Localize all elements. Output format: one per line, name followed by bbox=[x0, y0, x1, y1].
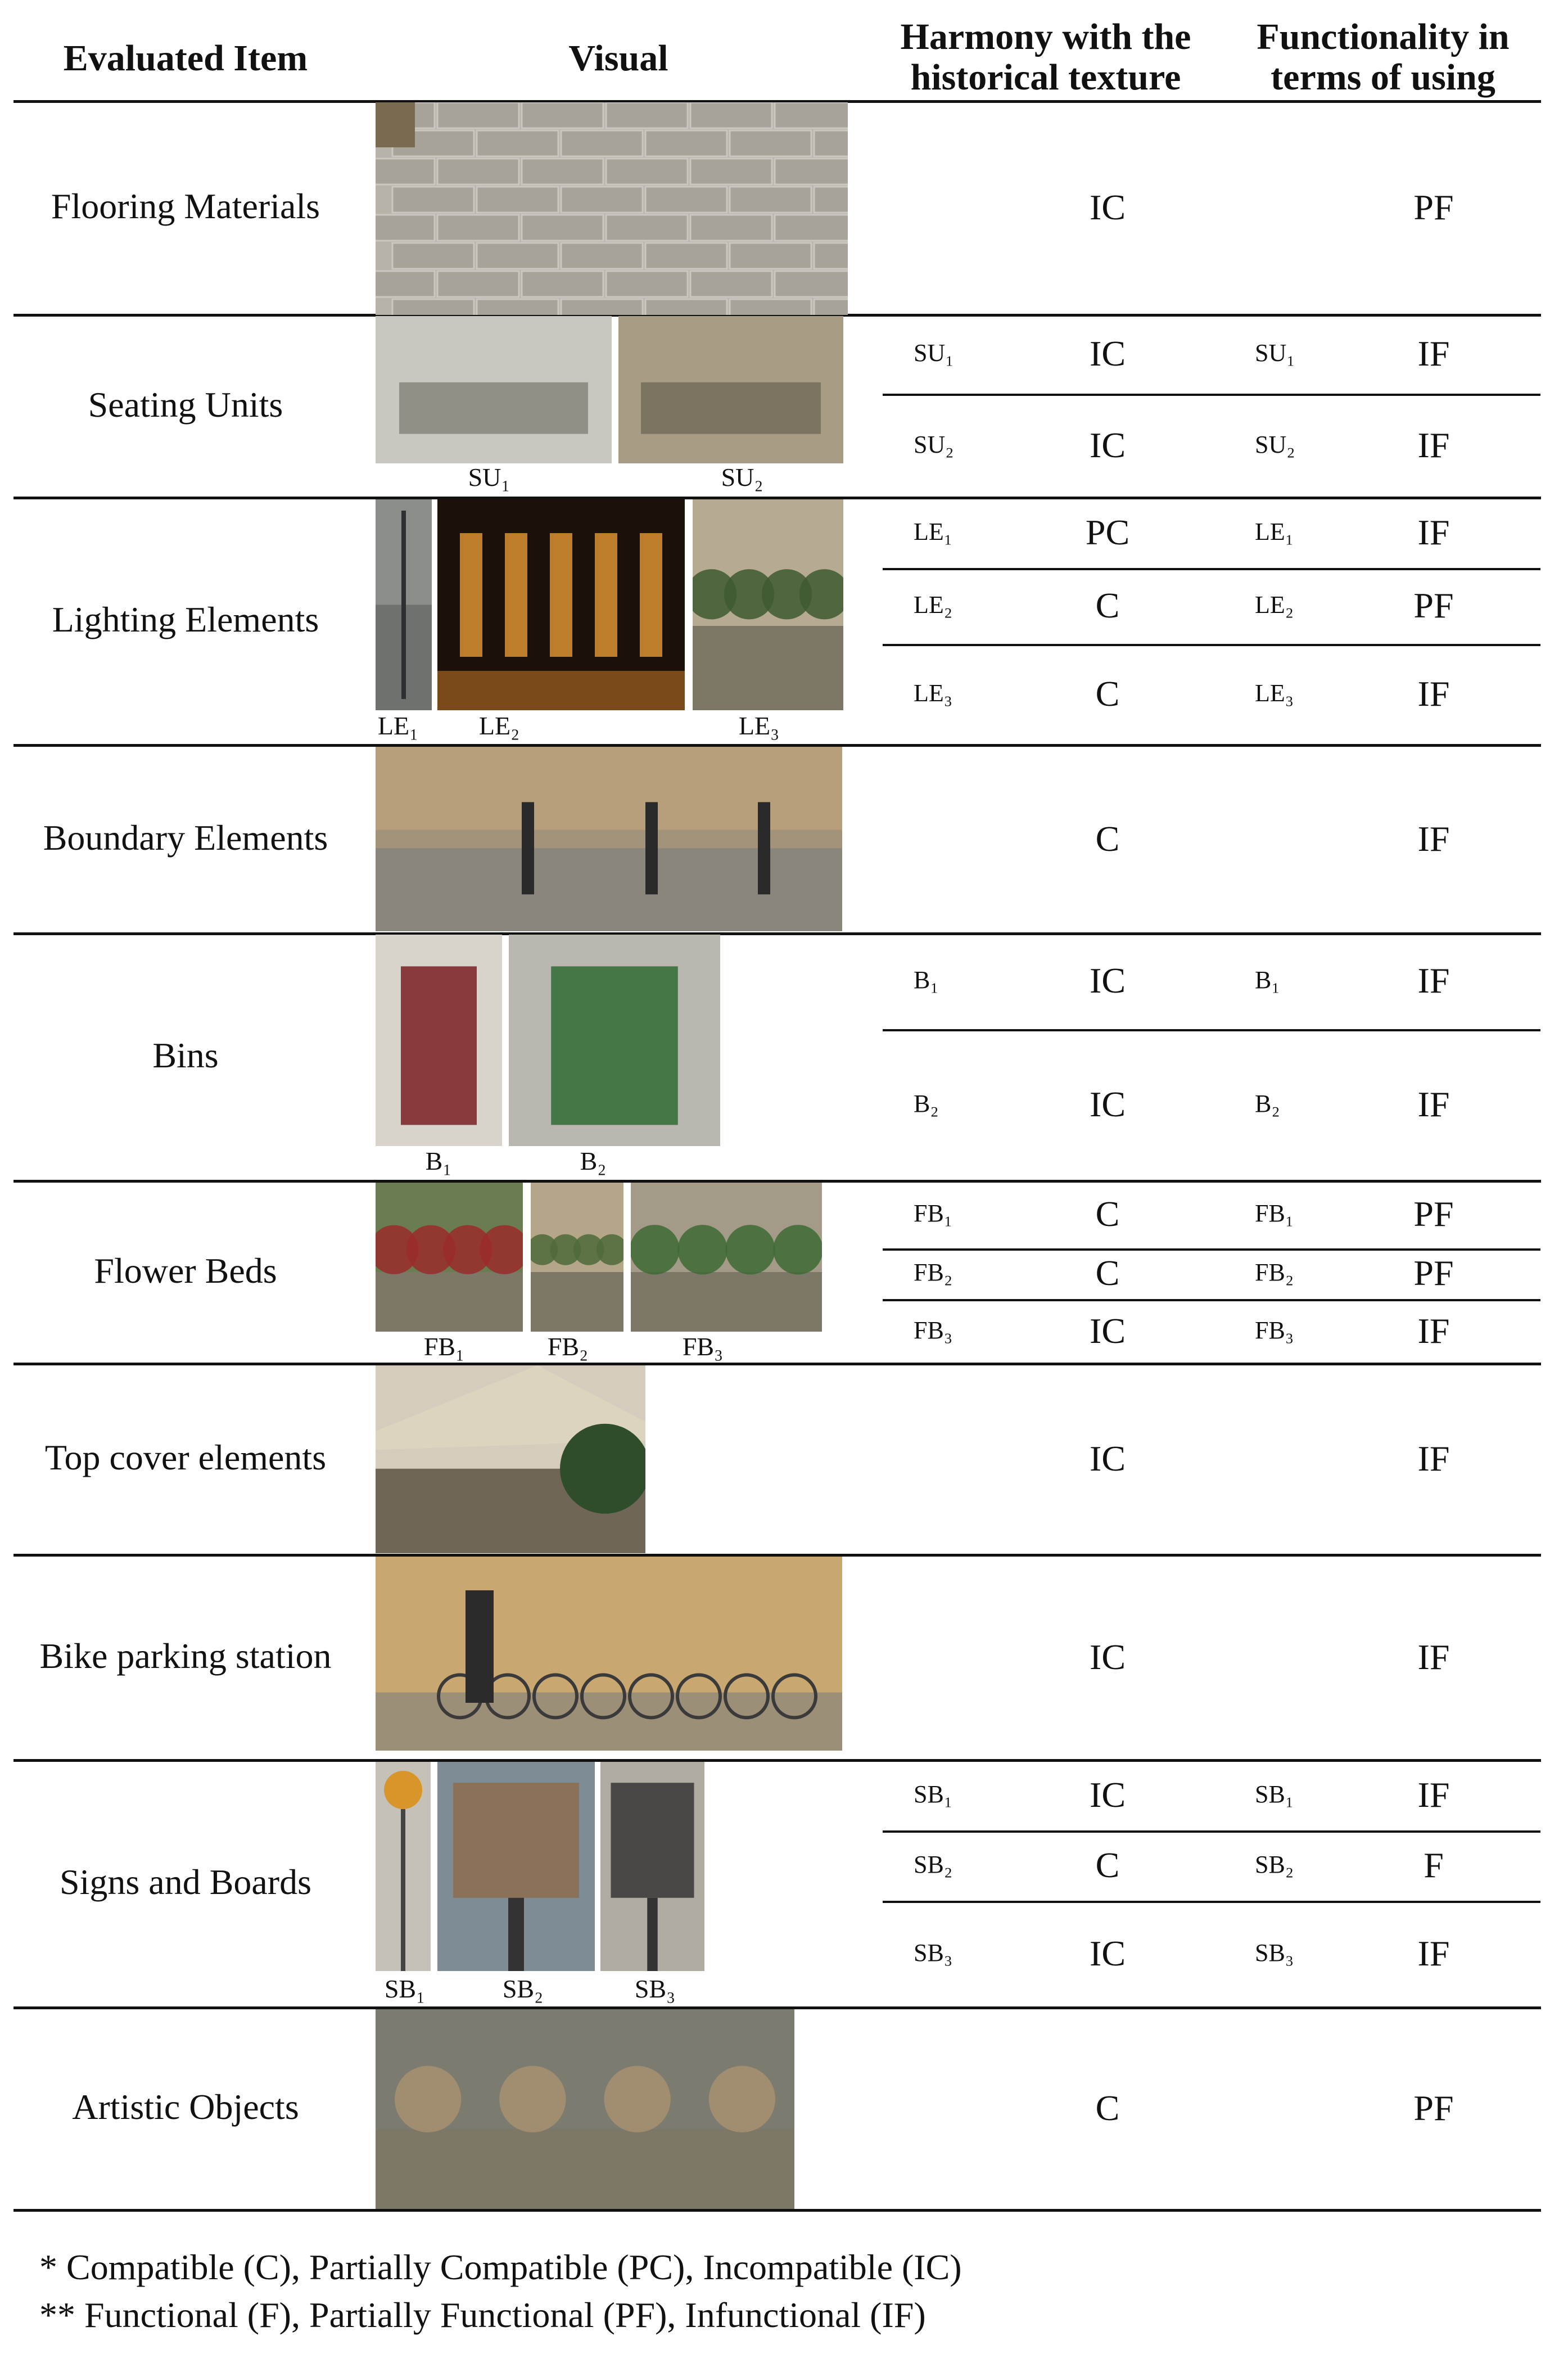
photo-green bbox=[693, 499, 843, 710]
item-name: Seating Units bbox=[88, 384, 283, 425]
functionality-sub-label: LE₃ bbox=[1255, 679, 1294, 707]
item-name: Signs and Boards bbox=[60, 1862, 311, 1902]
item-name: Bike parking station bbox=[39, 1635, 332, 1676]
photo-night bbox=[437, 499, 685, 710]
sub-row-divider bbox=[883, 1299, 1540, 1301]
photo-caption: LE₂ bbox=[478, 711, 520, 740]
header-functionality-line1: Functionality in bbox=[1257, 16, 1510, 57]
harmony-rating: C bbox=[1095, 585, 1120, 625]
harmony-rating: IC bbox=[1090, 425, 1126, 465]
harmony-rating: C bbox=[1095, 818, 1120, 859]
sub-row-divider bbox=[883, 1248, 1540, 1251]
functionality-rating: PF bbox=[1413, 187, 1454, 227]
functionality-rating: PF bbox=[1413, 1194, 1454, 1234]
photo-bin bbox=[509, 935, 720, 1146]
header-functionality-line2: terms of using bbox=[1271, 57, 1495, 98]
item-name: Flooring Materials bbox=[51, 186, 320, 226]
functionality-sub-label: B₂ bbox=[1255, 1090, 1280, 1117]
harmony-rating: PC bbox=[1085, 512, 1130, 552]
functionality-rating: IF bbox=[1417, 1636, 1450, 1677]
functionality-rating: IF bbox=[1417, 1310, 1450, 1351]
photo-caption: LE₁ bbox=[377, 711, 419, 740]
functionality-sub-label: SB₃ bbox=[1255, 1939, 1294, 1967]
photo-green bbox=[531, 1183, 623, 1332]
harmony-rating: IC bbox=[1090, 1774, 1126, 1815]
functionality-sub-label: B₁ bbox=[1255, 966, 1280, 994]
functionality-sub-label: LE₂ bbox=[1255, 590, 1294, 619]
functionality-sub-label: SU₁ bbox=[1255, 339, 1295, 367]
harmony-rating: C bbox=[1095, 2088, 1120, 2128]
sub-row-divider bbox=[883, 1901, 1540, 1903]
harmony-rating: C bbox=[1095, 1194, 1120, 1234]
functionality-rating: IF bbox=[1417, 425, 1450, 465]
functionality-rating: PF bbox=[1413, 585, 1454, 625]
functionality-sub-label: LE₁ bbox=[1255, 517, 1294, 545]
header-harmony-line1: Harmony with the bbox=[900, 16, 1191, 57]
functionality-sub-label: FB₃ bbox=[1255, 1316, 1294, 1344]
photo-caption: FB₃ bbox=[682, 1332, 724, 1361]
harmony-sub-label: SU₂ bbox=[914, 430, 954, 458]
photo-bench bbox=[376, 316, 612, 463]
photo-board bbox=[600, 1762, 704, 1971]
row-divider bbox=[13, 932, 1541, 935]
functionality-rating: IF bbox=[1417, 674, 1450, 714]
photo-caption: SB₂ bbox=[502, 1974, 544, 2003]
harmony-rating: IC bbox=[1090, 1084, 1126, 1124]
harmony-rating: IC bbox=[1090, 960, 1126, 1000]
header-visual: Visual bbox=[568, 38, 668, 79]
row-divider bbox=[13, 1363, 1541, 1365]
harmony-rating: IC bbox=[1090, 187, 1126, 227]
item-name: Artistic Objects bbox=[72, 2087, 299, 2127]
item-name: Flower Beds bbox=[94, 1250, 277, 1291]
harmony-sub-label: LE₁ bbox=[914, 517, 953, 545]
functionality-rating: IF bbox=[1417, 1774, 1450, 1815]
harmony-rating: C bbox=[1095, 1845, 1120, 1885]
sub-row-divider bbox=[883, 1029, 1540, 1031]
harmony-sub-label: FB₁ bbox=[914, 1199, 953, 1227]
photo-caption: B₁ bbox=[425, 1147, 452, 1175]
functionality-sub-label: SU₂ bbox=[1255, 430, 1295, 458]
harmony-rating: IC bbox=[1090, 1933, 1126, 1973]
harmony-rating: C bbox=[1095, 674, 1120, 714]
footnote-harmony: * Compatible (C), Partially Compatible (PC), Incompatible (IC) bbox=[39, 2247, 962, 2287]
photo-caption: SU₁ bbox=[468, 463, 510, 491]
functionality-rating: PF bbox=[1413, 2088, 1454, 2128]
harmony-sub-label: SB₁ bbox=[914, 1780, 953, 1808]
photo-board bbox=[437, 1762, 595, 1971]
harmony-sub-label: FB₃ bbox=[914, 1316, 953, 1344]
harmony-sub-label: FB₂ bbox=[914, 1259, 953, 1286]
photo-caption: B₂ bbox=[580, 1147, 607, 1175]
footnote-functionality: ** Functional (F), Partially Functional (PF), Infunctional (IF) bbox=[39, 2295, 926, 2335]
photo-bikes bbox=[376, 1557, 842, 1751]
header-evaluated-item: Evaluated Item bbox=[63, 38, 308, 79]
photo-green bbox=[631, 1183, 822, 1332]
photo-caption: LE₃ bbox=[738, 711, 780, 740]
header-functionality bbox=[1231, 17, 1535, 98]
photo-bench bbox=[618, 316, 843, 463]
item-name: Top cover elements bbox=[44, 1437, 327, 1477]
photo-caption: FB₁ bbox=[423, 1332, 465, 1361]
harmony-rating: C bbox=[1095, 1253, 1120, 1293]
functionality-rating: IF bbox=[1417, 1084, 1450, 1124]
harmony-sub-label: B₁ bbox=[914, 966, 939, 994]
photo-sign bbox=[376, 1762, 431, 1971]
functionality-sub-label: FB₁ bbox=[1255, 1199, 1294, 1227]
harmony-rating: IC bbox=[1090, 1636, 1126, 1677]
item-name: Bins bbox=[152, 1035, 219, 1075]
row-divider bbox=[13, 1759, 1541, 1762]
photo-posts bbox=[376, 747, 842, 931]
sub-row-divider bbox=[883, 644, 1540, 646]
functionality-sub-label: FB₂ bbox=[1255, 1259, 1294, 1286]
harmony-rating: IC bbox=[1090, 333, 1126, 373]
sub-row-divider bbox=[883, 1830, 1540, 1833]
photo-lamp bbox=[376, 499, 432, 710]
functionality-rating: IF bbox=[1417, 333, 1450, 373]
functionality-rating: IF bbox=[1417, 512, 1450, 552]
harmony-sub-label: LE₂ bbox=[914, 590, 953, 619]
photo-caption: SU₂ bbox=[721, 463, 763, 491]
photo-green bbox=[376, 1183, 523, 1332]
photo-caption: SB₁ bbox=[384, 1974, 426, 2003]
photo-tiles bbox=[376, 102, 848, 315]
functionality-rating: IF bbox=[1417, 818, 1450, 859]
row-divider bbox=[13, 2209, 1541, 2212]
functionality-rating: IF bbox=[1417, 960, 1450, 1000]
photo-green bbox=[376, 2009, 794, 2209]
harmony-sub-label: B₂ bbox=[914, 1090, 939, 1117]
harmony-rating: IC bbox=[1090, 1438, 1126, 1478]
functionality-rating: IF bbox=[1417, 1438, 1450, 1478]
functionality-rating: F bbox=[1424, 1845, 1444, 1885]
functionality-rating: PF bbox=[1413, 1253, 1454, 1293]
sub-row-divider bbox=[883, 394, 1540, 396]
header-harmony-line2: historical texture bbox=[910, 57, 1181, 98]
harmony-sub-label: LE₃ bbox=[914, 679, 953, 707]
photo-bin bbox=[376, 935, 502, 1146]
photo-caption: SB₃ bbox=[634, 1974, 676, 2003]
photo-caption: FB₂ bbox=[547, 1332, 589, 1361]
harmony-sub-label: SB₂ bbox=[914, 1850, 953, 1878]
harmony-sub-label: SU₁ bbox=[914, 339, 954, 367]
item-name: Lighting Elements bbox=[52, 599, 319, 639]
harmony-rating: IC bbox=[1090, 1310, 1126, 1351]
harmony-sub-label: SB₃ bbox=[914, 1939, 953, 1967]
functionality-rating: IF bbox=[1417, 1933, 1450, 1973]
functionality-sub-label: SB₁ bbox=[1255, 1780, 1294, 1808]
sub-row-divider bbox=[883, 568, 1540, 570]
header-harmony bbox=[877, 17, 1214, 98]
photo-tent bbox=[376, 1365, 645, 1553]
item-name: Boundary Elements bbox=[43, 817, 328, 858]
functionality-sub-label: SB₂ bbox=[1255, 1850, 1294, 1878]
